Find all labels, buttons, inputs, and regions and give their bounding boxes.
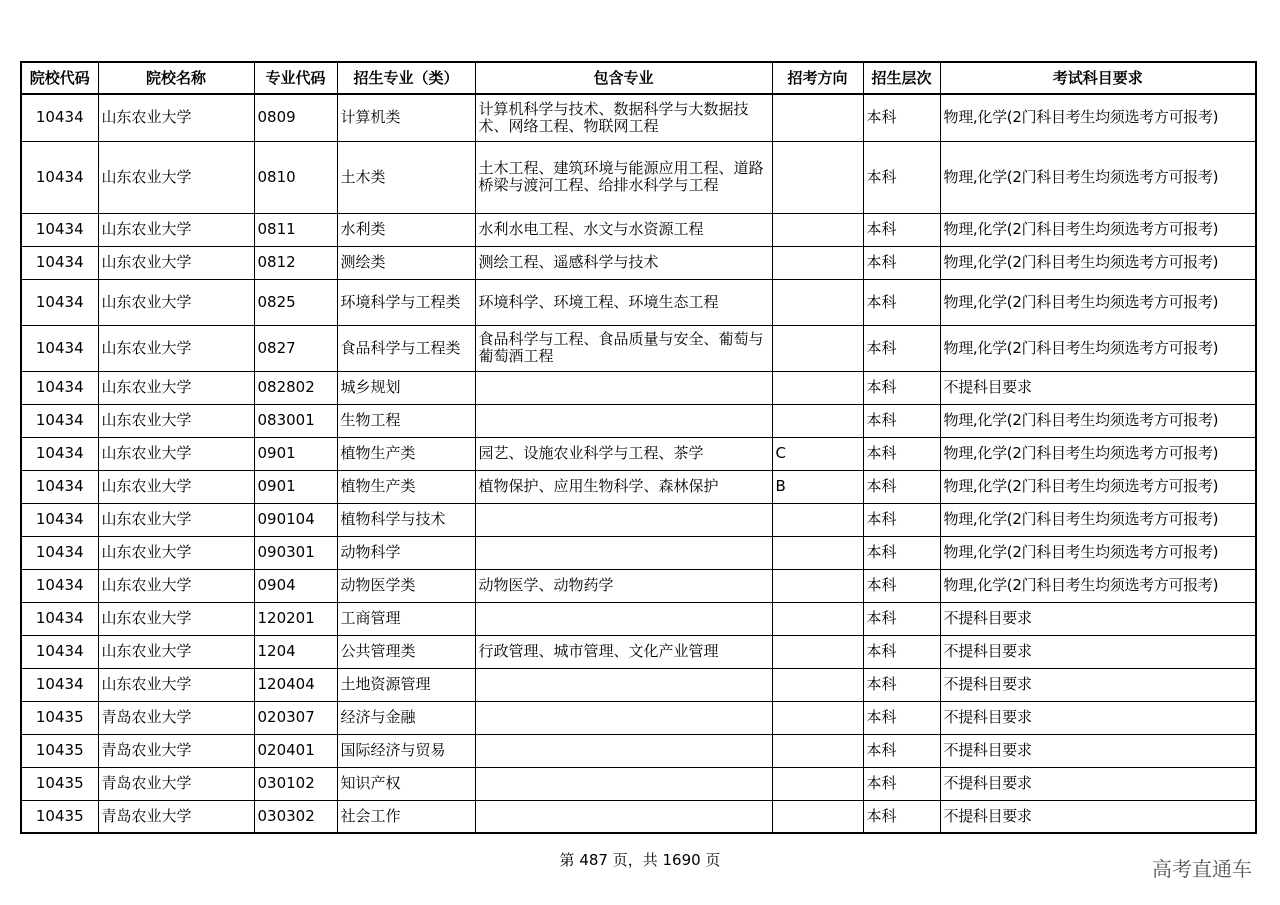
table-row bbox=[21, 246, 1256, 279]
cell-included-majors: 植物保护、应用生物科学、森林保护 bbox=[475, 470, 772, 503]
cell-school-name: 山东农业大学 bbox=[98, 470, 254, 503]
cell-school-code: 10434 bbox=[21, 437, 98, 470]
cell-included-majors bbox=[475, 602, 772, 635]
cell-school-name: 山东农业大学 bbox=[98, 437, 254, 470]
cell-major-code: 1204 bbox=[254, 635, 337, 668]
cell-direction bbox=[772, 279, 863, 325]
cell-school-name: 山东农业大学 bbox=[98, 569, 254, 602]
cell-major-category: 植物生产类 bbox=[337, 437, 475, 470]
table-row bbox=[21, 94, 1256, 141]
cell-subject-requirement: 物理,化学(2门科目考生均须选考方可报考) bbox=[940, 404, 1256, 437]
cell-major-category: 经济与金融 bbox=[337, 701, 475, 734]
cell-major-code: 083001 bbox=[254, 404, 337, 437]
cell-school-code: 10435 bbox=[21, 800, 98, 833]
cell-level: 本科 bbox=[863, 635, 940, 668]
header-included-majors: 包含专业 bbox=[475, 62, 772, 94]
cell-major-category: 植物生产类 bbox=[337, 470, 475, 503]
cell-school-code: 10434 bbox=[21, 602, 98, 635]
cell-level: 本科 bbox=[863, 371, 940, 404]
cell-direction bbox=[772, 569, 863, 602]
cell-included-majors bbox=[475, 668, 772, 701]
cell-major-category: 生物工程 bbox=[337, 404, 475, 437]
cell-school-name: 山东农业大学 bbox=[98, 279, 254, 325]
cell-level: 本科 bbox=[863, 213, 940, 246]
table-row bbox=[21, 279, 1256, 325]
cell-major-category: 工商管理 bbox=[337, 602, 475, 635]
cell-major-code: 120201 bbox=[254, 602, 337, 635]
cell-major-code: 0811 bbox=[254, 213, 337, 246]
cell-school-code: 10435 bbox=[21, 734, 98, 767]
cell-included-majors bbox=[475, 767, 772, 800]
cell-school-name: 山东农业大学 bbox=[98, 503, 254, 536]
cell-major-code: 0901 bbox=[254, 437, 337, 470]
cell-school-code: 10434 bbox=[21, 246, 98, 279]
watermark-logo: 高考直通车 bbox=[1152, 857, 1252, 881]
cell-level: 本科 bbox=[863, 602, 940, 635]
cell-major-code: 0810 bbox=[254, 141, 337, 213]
cell-direction bbox=[772, 325, 863, 371]
cell-level: 本科 bbox=[863, 404, 940, 437]
cell-major-code: 0827 bbox=[254, 325, 337, 371]
table-row bbox=[21, 503, 1256, 536]
cell-included-majors bbox=[475, 404, 772, 437]
cell-school-name: 青岛农业大学 bbox=[98, 701, 254, 734]
cell-major-category: 食品科学与工程类 bbox=[337, 325, 475, 371]
cell-direction bbox=[772, 213, 863, 246]
cell-school-code: 10434 bbox=[21, 470, 98, 503]
table-row bbox=[21, 767, 1256, 800]
table-row bbox=[21, 668, 1256, 701]
header-subject-requirement: 考试科目要求 bbox=[940, 62, 1256, 94]
cell-level: 本科 bbox=[863, 734, 940, 767]
cell-major-category: 国际经济与贸易 bbox=[337, 734, 475, 767]
table-row bbox=[21, 569, 1256, 602]
table-row bbox=[21, 701, 1256, 734]
cell-subject-requirement: 物理,化学(2门科目考生均须选考方可报考) bbox=[940, 437, 1256, 470]
cell-major-code: 0825 bbox=[254, 279, 337, 325]
cell-major-code: 020307 bbox=[254, 701, 337, 734]
cell-subject-requirement: 不提科目要求 bbox=[940, 668, 1256, 701]
table-row bbox=[21, 734, 1256, 767]
cell-major-category: 动物医学类 bbox=[337, 569, 475, 602]
cell-subject-requirement: 物理,化学(2门科目考生均须选考方可报考) bbox=[940, 503, 1256, 536]
cell-direction bbox=[772, 635, 863, 668]
cell-school-name: 青岛农业大学 bbox=[98, 800, 254, 833]
cell-included-majors bbox=[475, 503, 772, 536]
cell-major-category: 水利类 bbox=[337, 213, 475, 246]
cell-school-name: 山东农业大学 bbox=[98, 213, 254, 246]
cell-subject-requirement: 物理,化学(2门科目考生均须选考方可报考) bbox=[940, 94, 1256, 141]
cell-subject-requirement: 不提科目要求 bbox=[940, 800, 1256, 833]
header-direction: 招考方向 bbox=[772, 62, 863, 94]
cell-subject-requirement: 物理,化学(2门科目考生均须选考方可报考) bbox=[940, 325, 1256, 371]
cell-included-majors bbox=[475, 734, 772, 767]
cell-included-majors: 土木工程、建筑环境与能源应用工程、道路桥梁与渡河工程、给排水科学与工程 bbox=[475, 141, 772, 213]
table-row bbox=[21, 371, 1256, 404]
cell-subject-requirement: 物理,化学(2门科目考生均须选考方可报考) bbox=[940, 279, 1256, 325]
cell-major-code: 090301 bbox=[254, 536, 337, 569]
cell-level: 本科 bbox=[863, 800, 940, 833]
cell-school-name: 山东农业大学 bbox=[98, 141, 254, 213]
cell-major-code: 090104 bbox=[254, 503, 337, 536]
cell-school-code: 10435 bbox=[21, 701, 98, 734]
header-school-code: 院校代码 bbox=[21, 62, 98, 94]
cell-subject-requirement: 物理,化学(2门科目考生均须选考方可报考) bbox=[940, 569, 1256, 602]
cell-major-category: 动物科学 bbox=[337, 536, 475, 569]
cell-included-majors bbox=[475, 701, 772, 734]
cell-level: 本科 bbox=[863, 536, 940, 569]
cell-major-code: 120404 bbox=[254, 668, 337, 701]
cell-included-majors: 食品科学与工程、食品质量与安全、葡萄与葡萄酒工程 bbox=[475, 325, 772, 371]
table-row bbox=[21, 635, 1256, 668]
cell-included-majors bbox=[475, 371, 772, 404]
cell-school-name: 山东农业大学 bbox=[98, 668, 254, 701]
cell-school-code: 10434 bbox=[21, 213, 98, 246]
cell-subject-requirement: 不提科目要求 bbox=[940, 734, 1256, 767]
cell-school-code: 10434 bbox=[21, 141, 98, 213]
cell-subject-requirement: 物理,化学(2门科目考生均须选考方可报考) bbox=[940, 470, 1256, 503]
cell-major-code: 020401 bbox=[254, 734, 337, 767]
cell-school-name: 山东农业大学 bbox=[98, 635, 254, 668]
cell-major-category: 社会工作 bbox=[337, 800, 475, 833]
cell-school-code: 10434 bbox=[21, 279, 98, 325]
cell-included-majors: 行政管理、城市管理、文化产业管理 bbox=[475, 635, 772, 668]
cell-major-category: 知识产权 bbox=[337, 767, 475, 800]
cell-included-majors: 计算机科学与技术、数据科学与大数据技术、网络工程、物联网工程 bbox=[475, 94, 772, 141]
table-body bbox=[21, 94, 1256, 833]
cell-level: 本科 bbox=[863, 94, 940, 141]
cell-level: 本科 bbox=[863, 503, 940, 536]
cell-school-code: 10434 bbox=[21, 94, 98, 141]
table-row bbox=[21, 800, 1256, 833]
cell-school-code: 10435 bbox=[21, 767, 98, 800]
cell-subject-requirement: 不提科目要求 bbox=[940, 701, 1256, 734]
cell-subject-requirement: 不提科目要求 bbox=[940, 602, 1256, 635]
cell-direction bbox=[772, 668, 863, 701]
header-level: 招生层次 bbox=[863, 62, 940, 94]
cell-school-code: 10434 bbox=[21, 371, 98, 404]
table-row bbox=[21, 325, 1256, 371]
cell-subject-requirement: 物理,化学(2门科目考生均须选考方可报考) bbox=[940, 246, 1256, 279]
cell-major-category: 城乡规划 bbox=[337, 371, 475, 404]
cell-direction bbox=[772, 701, 863, 734]
cell-direction bbox=[772, 536, 863, 569]
header-major-code: 专业代码 bbox=[254, 62, 337, 94]
cell-major-category: 植物科学与技术 bbox=[337, 503, 475, 536]
cell-school-code: 10434 bbox=[21, 404, 98, 437]
table-row bbox=[21, 602, 1256, 635]
table-row bbox=[21, 470, 1256, 503]
cell-school-code: 10434 bbox=[21, 503, 98, 536]
cell-direction: B bbox=[772, 470, 863, 503]
cell-direction bbox=[772, 800, 863, 833]
cell-major-category: 测绘类 bbox=[337, 246, 475, 279]
cell-included-majors: 测绘工程、遥感科学与技术 bbox=[475, 246, 772, 279]
cell-school-name: 山东农业大学 bbox=[98, 246, 254, 279]
cell-major-category: 土地资源管理 bbox=[337, 668, 475, 701]
cell-school-name: 山东农业大学 bbox=[98, 325, 254, 371]
cell-major-code: 030302 bbox=[254, 800, 337, 833]
cell-direction bbox=[772, 503, 863, 536]
cell-subject-requirement: 不提科目要求 bbox=[940, 371, 1256, 404]
cell-level: 本科 bbox=[863, 279, 940, 325]
cell-included-majors bbox=[475, 536, 772, 569]
page-number: 第 487 页，共 1690 页 bbox=[559, 851, 721, 869]
cell-subject-requirement: 不提科目要求 bbox=[940, 767, 1256, 800]
table-row bbox=[21, 213, 1256, 246]
cell-major-code: 030102 bbox=[254, 767, 337, 800]
cell-level: 本科 bbox=[863, 470, 940, 503]
header-major-category: 招生专业（类） bbox=[337, 62, 475, 94]
cell-direction bbox=[772, 602, 863, 635]
cell-school-code: 10434 bbox=[21, 325, 98, 371]
table-header-row bbox=[21, 62, 1256, 94]
cell-major-category: 公共管理类 bbox=[337, 635, 475, 668]
table-row bbox=[21, 404, 1256, 437]
cell-included-majors: 水利水电工程、水文与水资源工程 bbox=[475, 213, 772, 246]
cell-level: 本科 bbox=[863, 246, 940, 279]
cell-included-majors: 环境科学、环境工程、环境生态工程 bbox=[475, 279, 772, 325]
cell-major-code: 0809 bbox=[254, 94, 337, 141]
cell-direction bbox=[772, 767, 863, 800]
cell-major-category: 计算机类 bbox=[337, 94, 475, 141]
cell-included-majors: 园艺、设施农业科学与工程、茶学 bbox=[475, 437, 772, 470]
cell-level: 本科 bbox=[863, 141, 940, 213]
cell-subject-requirement: 物理,化学(2门科目考生均须选考方可报考) bbox=[940, 213, 1256, 246]
cell-school-name: 山东农业大学 bbox=[98, 404, 254, 437]
cell-school-code: 10434 bbox=[21, 569, 98, 602]
cell-school-name: 山东农业大学 bbox=[98, 371, 254, 404]
cell-school-code: 10434 bbox=[21, 668, 98, 701]
header-school-name: 院校名称 bbox=[98, 62, 254, 94]
table-row bbox=[21, 536, 1256, 569]
cell-school-name: 山东农业大学 bbox=[98, 602, 254, 635]
cell-major-code: 0812 bbox=[254, 246, 337, 279]
admission-requirements-table bbox=[20, 61, 1257, 834]
cell-school-name: 山东农业大学 bbox=[98, 94, 254, 141]
cell-subject-requirement: 不提科目要求 bbox=[940, 635, 1256, 668]
cell-major-category: 土木类 bbox=[337, 141, 475, 213]
cell-subject-requirement: 物理,化学(2门科目考生均须选考方可报考) bbox=[940, 141, 1256, 213]
cell-school-code: 10434 bbox=[21, 536, 98, 569]
cell-school-name: 青岛农业大学 bbox=[98, 767, 254, 800]
cell-direction bbox=[772, 246, 863, 279]
cell-major-category: 环境科学与工程类 bbox=[337, 279, 475, 325]
cell-direction bbox=[772, 141, 863, 213]
table-row bbox=[21, 437, 1256, 470]
cell-included-majors bbox=[475, 800, 772, 833]
cell-school-name: 山东农业大学 bbox=[98, 536, 254, 569]
cell-level: 本科 bbox=[863, 701, 940, 734]
cell-school-code: 10434 bbox=[21, 635, 98, 668]
cell-major-code: 0904 bbox=[254, 569, 337, 602]
cell-direction bbox=[772, 94, 863, 141]
cell-major-code: 0901 bbox=[254, 470, 337, 503]
cell-level: 本科 bbox=[863, 437, 940, 470]
cell-major-code: 082802 bbox=[254, 371, 337, 404]
cell-subject-requirement: 物理,化学(2门科目考生均须选考方可报考) bbox=[940, 536, 1256, 569]
cell-school-name: 青岛农业大学 bbox=[98, 734, 254, 767]
cell-level: 本科 bbox=[863, 668, 940, 701]
cell-level: 本科 bbox=[863, 325, 940, 371]
cell-level: 本科 bbox=[863, 569, 940, 602]
cell-direction bbox=[772, 371, 863, 404]
cell-direction bbox=[772, 734, 863, 767]
cell-level: 本科 bbox=[863, 767, 940, 800]
cell-direction bbox=[772, 404, 863, 437]
cell-direction: C bbox=[772, 437, 863, 470]
table-row bbox=[21, 141, 1256, 213]
cell-included-majors: 动物医学、动物药学 bbox=[475, 569, 772, 602]
